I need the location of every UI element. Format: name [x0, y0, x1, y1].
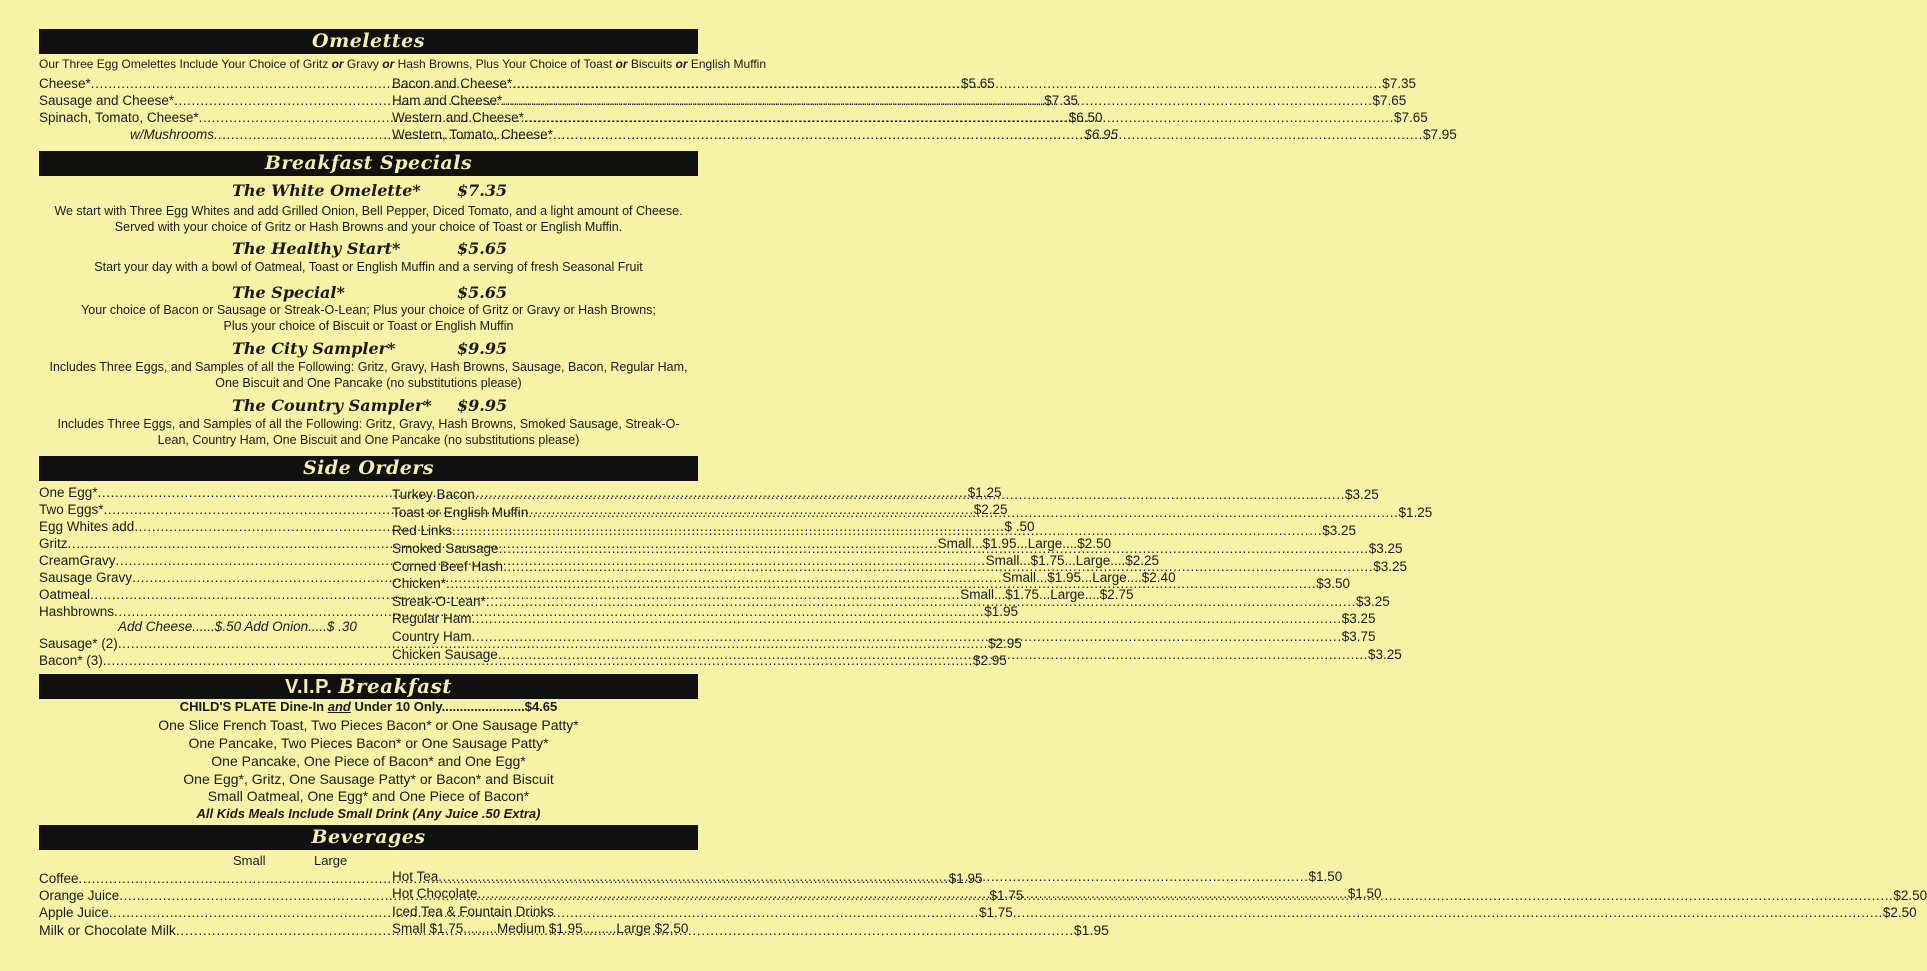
item-name: Cheese*	[39, 76, 91, 91]
special-desc: Your choice of Bacon or Sausage or Streak-O-Lean; Plus your choice of Gritz or Gravy or Hash Browns;	[81, 303, 656, 317]
note-or: or	[382, 57, 395, 71]
item-price: Small...$1.75...Large....$2.75	[960, 587, 1134, 602]
special-desc: We start with Three Egg Whites and add Grilled Onion, Bell Pepper, Diced Tomato, and a light amount of Cheese.	[54, 204, 683, 218]
item-name: Corned Beef Hash	[392, 559, 504, 574]
item-name: Hashbrowns	[39, 604, 115, 619]
item-name: Sausage Gravy	[39, 570, 133, 585]
note-or: or	[331, 57, 344, 71]
vip-breakfast-header	[39, 674, 698, 699]
special-price: $5.65	[457, 283, 508, 302]
special-name: The City Sampler*	[232, 339, 396, 358]
item-price: $2.95	[972, 653, 1007, 668]
item-price: Small...$1.95...Large....$2.50	[937, 536, 1112, 551]
special-desc: Served with your choice of Gritz or Hash Browns and your choice of Toast or English Muffin.	[114, 220, 623, 234]
item-price: $1.95	[948, 871, 983, 886]
item-name: Oatmeal	[39, 587, 91, 602]
vip-option: One Pancake, One Piece of Bacon* and One Egg*	[211, 753, 526, 769]
note-part: English Muffin	[687, 57, 767, 71]
vip-option: Small Oatmeal, One Egg* and One Piece of Bacon*	[207, 788, 530, 804]
vip-title: V.I.P.	[284, 676, 333, 698]
special-name: The Healthy Start*	[232, 239, 401, 258]
item-price: $1.25	[967, 485, 1002, 500]
item-price: $1.95	[1073, 922, 1109, 938]
item-price-small: $1.75	[989, 888, 1024, 903]
vip-footer: All Kids Meals Include Small Drink (Any Juice .50 Extra)	[196, 806, 541, 821]
side-orders-header: Side Orders	[39, 456, 698, 481]
special-price: $7.35	[457, 181, 508, 200]
item-name: Streak-O-Lean*	[392, 594, 486, 609]
item-price: $2.50	[1882, 905, 1917, 920]
childs-plate-label: Under 10 Only.......................	[350, 699, 525, 714]
beverages-header: Beverages	[39, 825, 698, 850]
item-name: Bacon and Cheese*	[392, 76, 513, 91]
item-name: Sausage and Cheese*	[39, 93, 175, 108]
col-large-header: Large	[314, 853, 348, 868]
note-or: or	[615, 57, 628, 71]
item-name: w/Mushrooms	[130, 127, 215, 142]
item-price: $1.50	[1347, 886, 1382, 901]
special-price: $5.65	[457, 239, 508, 258]
item-price: $1.50	[1308, 869, 1343, 884]
item-name: Hot Chocolate	[392, 886, 478, 901]
item-name: Chicken*	[392, 576, 447, 591]
item-name: Turkey Bacon	[392, 487, 475, 502]
childs-plate-and: and	[327, 699, 351, 714]
item-name: One Egg*	[39, 485, 98, 500]
note-part: Gravy	[343, 57, 383, 71]
item-price: $ .50	[1004, 519, 1035, 534]
item-name: Milk or Chocolate Milk	[39, 922, 176, 938]
special-desc: Lean, Country Ham, One Biscuit and One Pancake (no substitutions please)	[157, 433, 580, 447]
special-desc: Plus your choice of Biscuit or Toast or English Muffin	[223, 319, 514, 333]
item-name: Red Links	[392, 523, 453, 538]
special-price: $9.95	[457, 339, 508, 358]
item-price: $1.25	[1398, 505, 1433, 520]
item-price: $3.50	[1316, 576, 1350, 591]
iced-tea-sizes: Small $1.75.........Medium $1.95.........Large $2.50	[392, 921, 689, 936]
item-price: $3.75	[1341, 629, 1376, 644]
item-price: $5.65	[960, 76, 995, 91]
item-name: Country Ham	[392, 629, 472, 644]
note-part: Hash Browns, Plus Your Choice of Toast	[394, 57, 616, 71]
item-price: Small...$1.75...Large....$2.25	[985, 553, 1160, 568]
item-name: Two Eggs*	[39, 502, 104, 517]
item-name: Hot Tea	[392, 869, 439, 884]
item-price-small: $1.75	[978, 905, 1013, 920]
item-name: Orange Juice	[39, 888, 120, 903]
item-name: Western and Cheese*	[392, 110, 524, 125]
item-price: $7.65	[1372, 93, 1407, 108]
item-price: $6.50	[1068, 110, 1103, 125]
item-name: Ham and Cheese*	[392, 93, 503, 108]
item-price: $3.25	[1368, 541, 1403, 556]
item-price: $3.25	[1341, 611, 1376, 626]
item-name: Toast or English Muffin	[392, 505, 529, 520]
note-part: Biscuits	[627, 57, 676, 71]
childs-plate	[39, 699, 698, 714]
vip-option: One Pancake, Two Pieces Bacon* or One Sausage Patty*	[188, 735, 549, 751]
col-small-header: Small	[233, 853, 266, 868]
item-price: $3.25	[1367, 647, 1402, 662]
special-name: The Special*	[232, 283, 345, 302]
item-name: Bacon* (3)	[39, 653, 103, 668]
special-desc: Includes Three Eggs, and Samples of all the Following: Gritz, Gravy, Hash Browns, Smoked Sausage, Streak-O-	[57, 417, 680, 431]
item-price: $7.65	[1394, 110, 1428, 125]
special-desc: One Biscuit and One Pancake (no substitutions please)	[215, 376, 522, 390]
omelettes-note	[39, 57, 767, 71]
item-price: $2.95	[987, 636, 1022, 651]
note-part: Our Three Egg Omelettes Include Your Choice of Gritz	[39, 57, 332, 71]
item-name: Gritz	[39, 536, 68, 551]
item-price: $3.25	[1373, 559, 1408, 574]
item-price: $2.25	[973, 502, 1008, 517]
iced-tea-label: Iced Tea & Fountain Drinks	[392, 904, 554, 919]
item-name: Egg Whites add	[39, 519, 135, 534]
item-name: CreamGravy	[39, 553, 116, 568]
special-desc: Includes Three Eggs, and Samples of all the Following: Gritz, Gravy, Hash Browns, Sausage, Bacon, Regular Ham,	[49, 360, 688, 374]
item-price: $2.50	[1893, 888, 1927, 903]
item-price: $7.35	[1044, 93, 1079, 108]
childs-plate-price: $4.65	[524, 699, 558, 714]
special-name: The Country Sampler*	[232, 396, 432, 415]
add-ons: Add Cheese......$.50 Add Onion.....$ .30	[118, 619, 357, 634]
item-name: Sausage* (2)	[39, 636, 118, 651]
item-price: Small...$1.95...Large....$2.40	[1002, 570, 1176, 585]
item-price: $3.25	[1355, 594, 1390, 609]
breakfast-specials-header: Breakfast Specials	[39, 151, 698, 176]
item-price: $3.25	[1344, 487, 1379, 502]
item-name: Regular Ham	[392, 611, 472, 626]
item-name: Smoked Sausage	[392, 541, 499, 556]
item-price: $3.25	[1322, 523, 1356, 538]
vip-title-script: Breakfast	[338, 674, 453, 698]
item-name: Western, Tomato, Cheese*	[392, 127, 553, 142]
item-name: Coffee	[39, 871, 79, 886]
vip-option: One Slice French Toast, Two Pieces Bacon* or One Sausage Patty*	[158, 717, 579, 733]
vip-option: One Egg*, Gritz, One Sausage Patty* or Bacon* and Biscuit	[183, 771, 554, 787]
item-name: Apple Juice	[39, 905, 109, 920]
special-desc: Start your day with a bowl of Oatmeal, Toast or English Muffin and a serving of fresh Seasonal Fruit	[94, 260, 643, 274]
note-or: or	[675, 57, 688, 71]
item-price: $7.35	[1382, 76, 1417, 91]
item-price: $7.95	[1423, 127, 1457, 142]
special-name: The White Omelette*	[232, 181, 421, 200]
item-name: Chicken Sausage	[392, 647, 498, 662]
item-price: $1.95	[984, 604, 1018, 619]
special-price: $9.95	[457, 396, 508, 415]
omelettes-header: Omelettes	[39, 29, 698, 54]
item-name: Spinach, Tomato, Cheese*	[39, 110, 199, 125]
childs-plate-label: CHILD'S PLATE Dine-In	[179, 699, 328, 714]
item-price: $6.95	[1084, 127, 1118, 142]
